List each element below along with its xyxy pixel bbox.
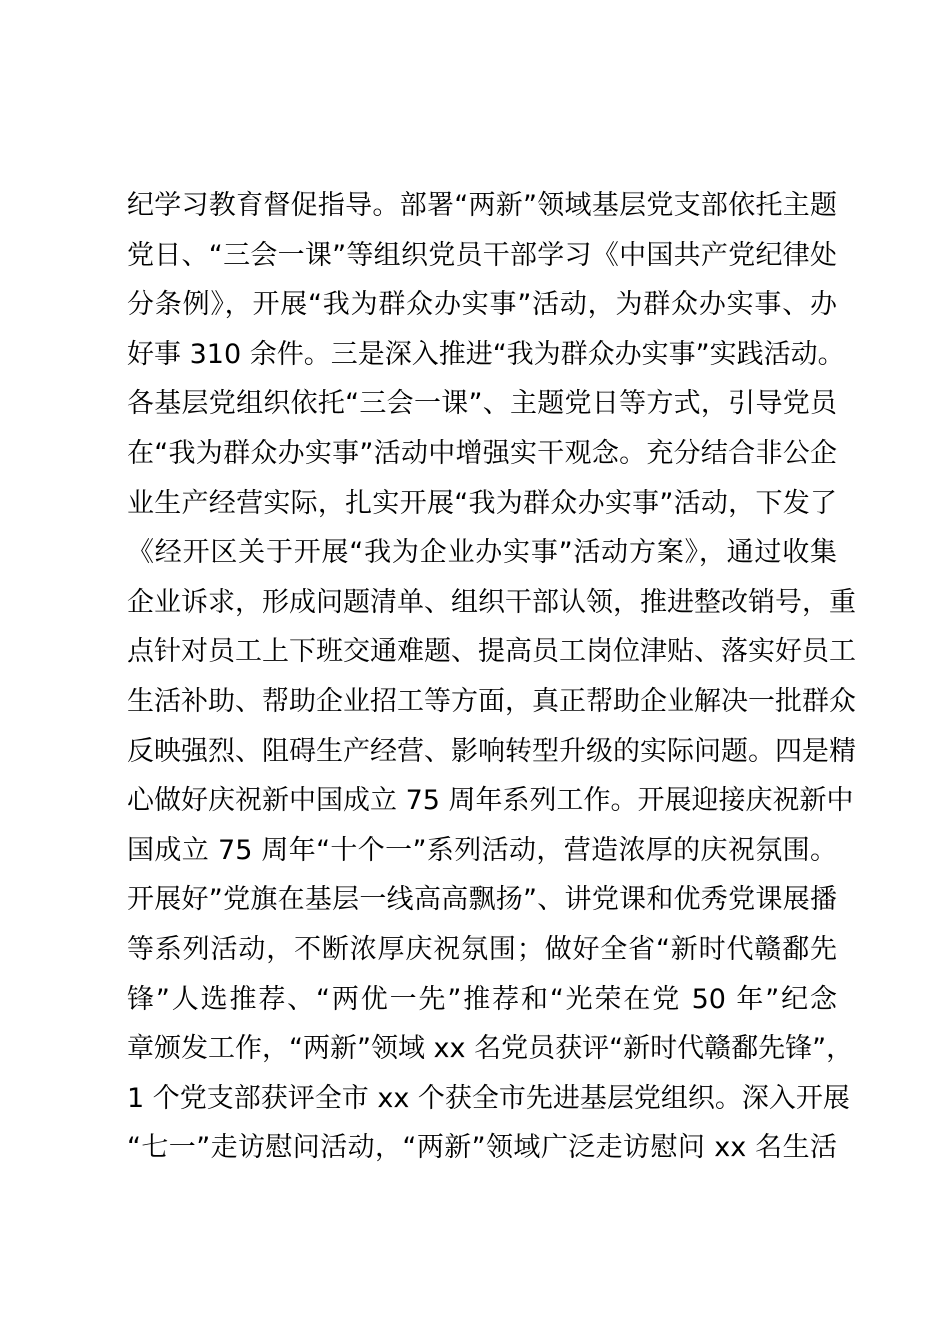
text-line: 等系列活动，不断浓厚庆祝氛围；做好全省“新时代赣鄱先 xyxy=(127,933,837,965)
text-line: 章颁发工作，“两新”领域 xx 名党员获评“新时代赣鄱先锋”， xyxy=(127,1033,854,1065)
text-line: 开展好”党旗在基层一线高高飘扬”、讲党课和优秀党课展播 xyxy=(127,884,837,916)
text-line: 1 个党支部获评全市 xx 个获全市先进基层党组织。深入开展 xyxy=(127,1082,850,1114)
text-line: 好事 310 余件。三是深入推进“我为群众办实事”实践活动。 xyxy=(127,338,845,370)
text-line: 点针对员工上下班交通难题、提高员工岗位津贴、落实好员工 xyxy=(127,636,856,668)
text-line: 《经开区关于开展“我为企业办实事”活动方案》，通过收集 xyxy=(127,537,837,569)
text-line: 锋”人选推荐、“两优一先”推荐和“光荣在党 50 年”纪念 xyxy=(127,983,837,1015)
text-line: 国成立 75 周年“十个一”系列活动，营造浓厚的庆祝氛围。 xyxy=(127,834,837,866)
text-line: 企业诉求，形成问题清单、组织干部认领，推进整改销号，重 xyxy=(127,586,856,618)
text-line: 在“我为群众办实事”活动中增强实干观念。充分结合非公企 xyxy=(127,437,837,469)
text-line: 业生产经营实际，扎实开展“我为群众办实事”活动，下发了 xyxy=(127,487,837,519)
text-line: 心做好庆祝新中国成立 75 周年系列工作。开展迎接庆祝新中 xyxy=(127,785,854,817)
body-paragraph xyxy=(127,181,856,1173)
text-line: 分条例》，开展“我为群众办实事”活动，为群众办实事、办 xyxy=(127,289,837,321)
text-line: 生活补助、帮助企业招工等方面，真正帮助企业解决一批群众 xyxy=(127,685,856,717)
text-line: 各基层党组织依托“三会一课”、主题党日等方式，引导党员 xyxy=(127,388,837,420)
text-line: 反映强烈、阻碍生产经营、影响转型升级的实际问题。四是精 xyxy=(127,735,856,767)
text-line: 纪学习教育督促指导。部署“两新”领域基层党支部依托主题 xyxy=(127,190,837,221)
text-line: 党日、“三会一课”等组织党员干部学习《中国共产党纪律处 xyxy=(127,239,837,271)
text-line: “七一”走访慰问活动，“两新”领域广泛走访慰问 xx 名生活 xyxy=(127,1132,837,1164)
